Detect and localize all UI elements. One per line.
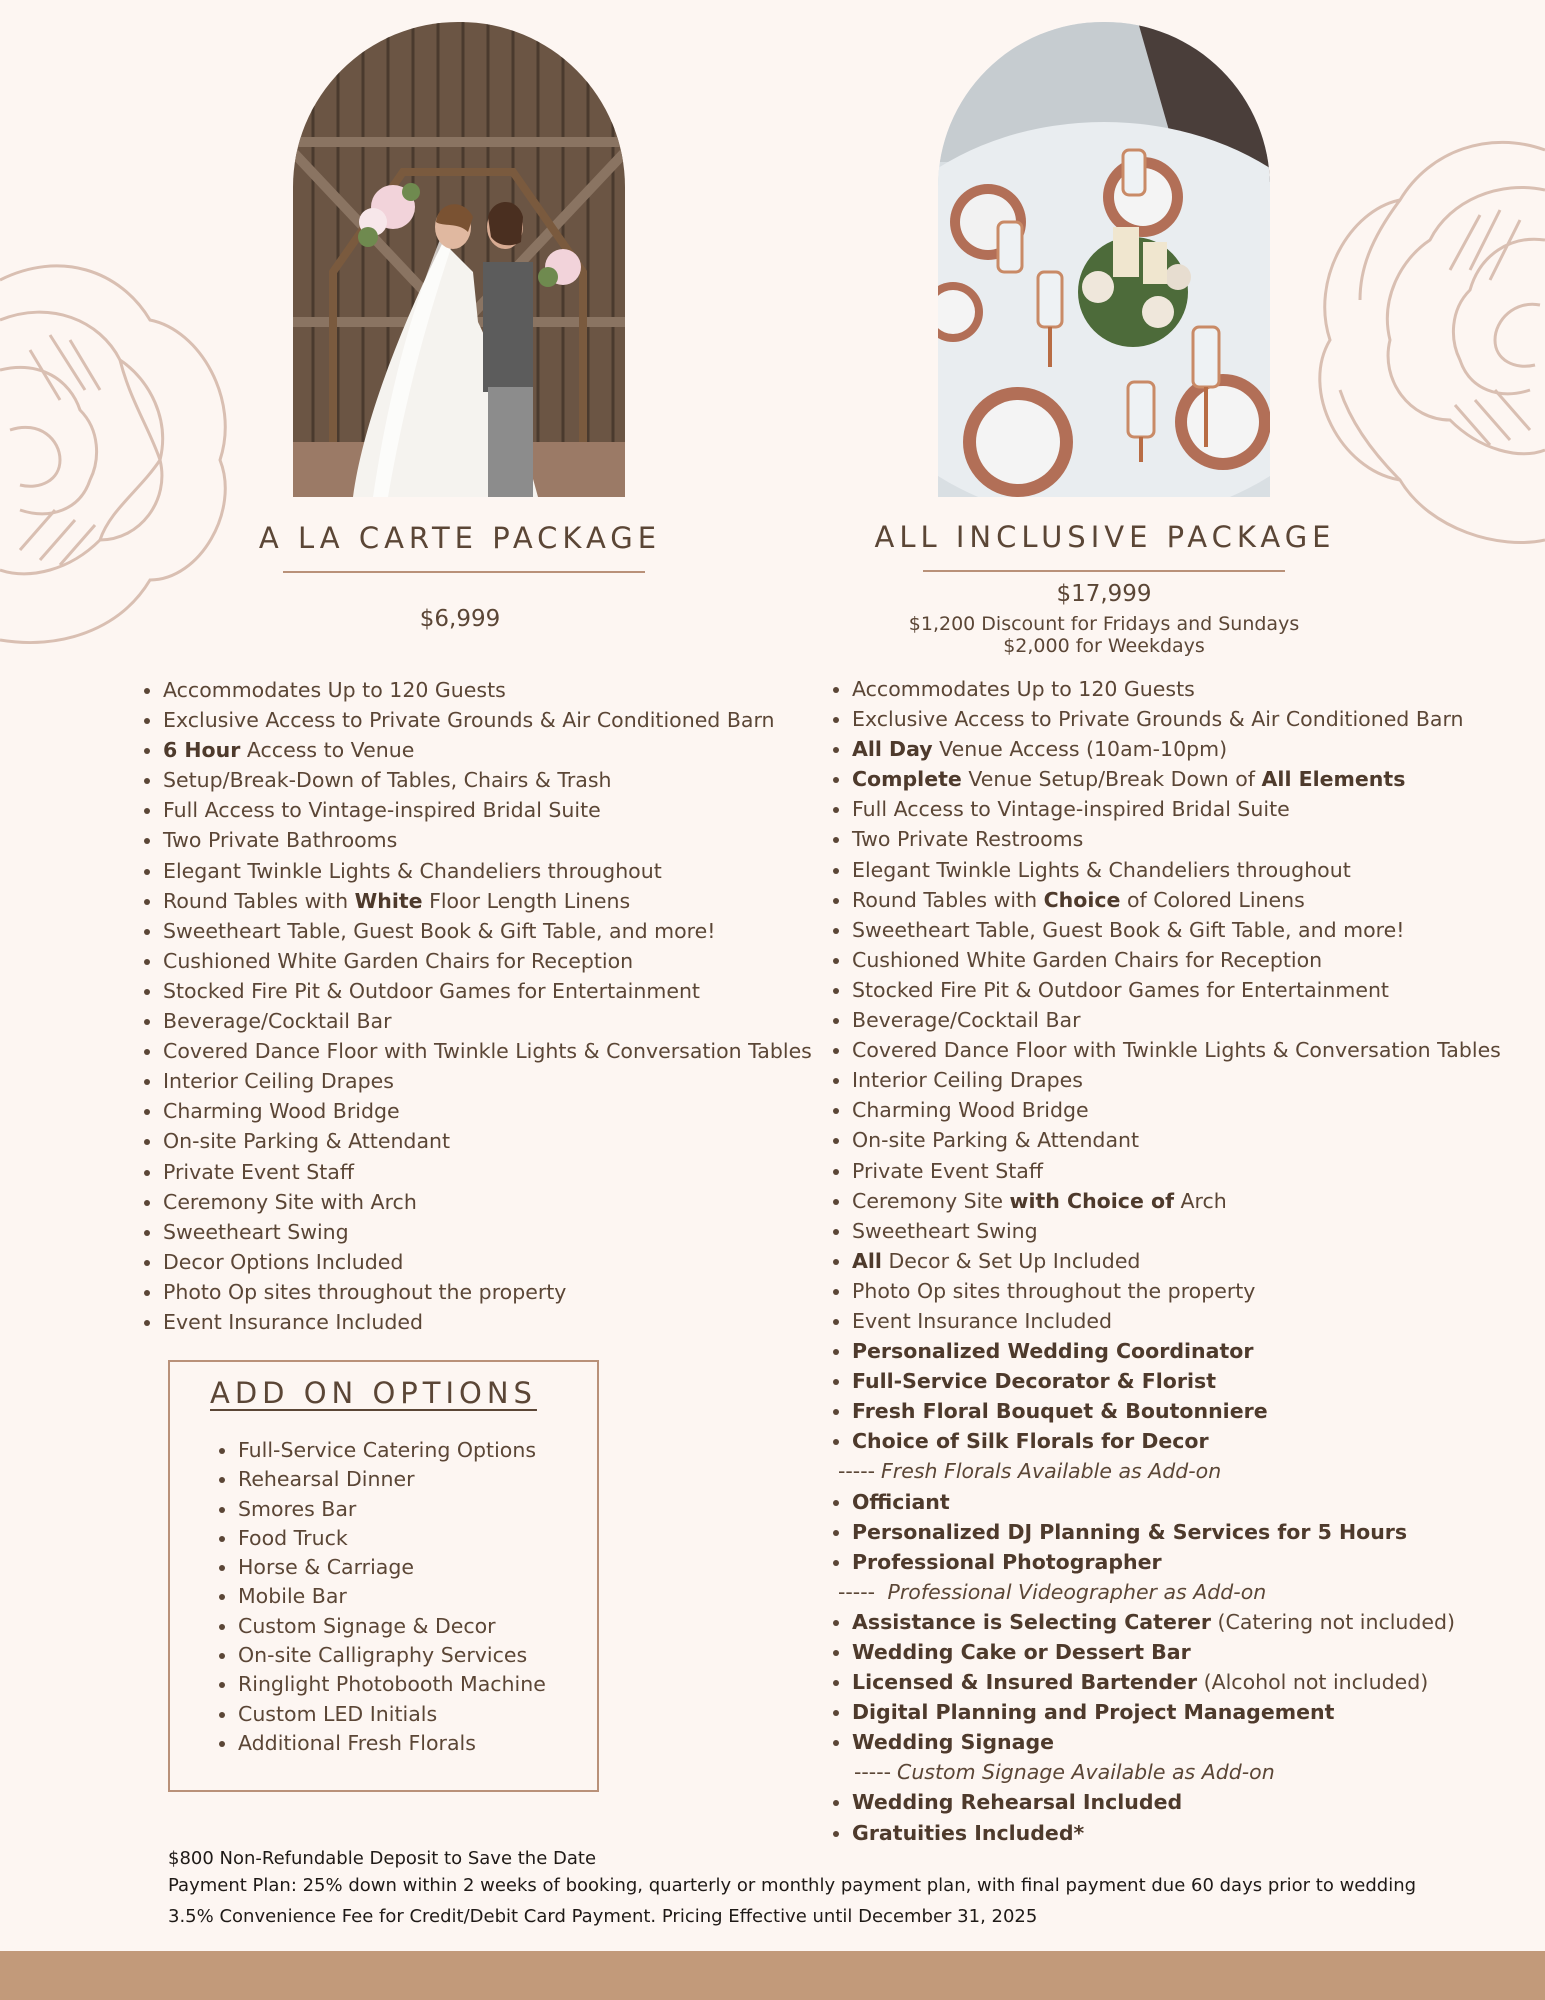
add-on-item: • Full-Service Catering Options: [238, 1436, 546, 1465]
item-text: Sweetheart Swing: [163, 1219, 349, 1244]
add-on-options-box: [168, 1360, 599, 1792]
all-inclusive-feature-item: [852, 1246, 1501, 1276]
a-la-carte-divider: [283, 571, 645, 573]
item-text: On-site Parking & Attendant: [163, 1129, 451, 1154]
a-la-carte-feature-item: [163, 1036, 812, 1066]
item-text: Exclusive Access to Private Grounds & Air Conditioned Barn: [852, 707, 1464, 732]
friday-sunday-discount: $1,200 Discount for Fridays and Sundays: [908, 613, 1300, 635]
item-text: Photo Op sites throughout the property: [852, 1278, 1256, 1303]
all-inclusive-feature-item: [852, 945, 1501, 975]
deposit-note: $800 Non-Refundable Deposit to Save the Date: [168, 1848, 597, 1869]
left-flower-decoration: [0, 250, 240, 650]
add-on-item: • Ringlight Photobooth Machine: [238, 1670, 546, 1699]
payment-plan-note: Payment Plan: 25% down within 2 weeks of booking, quarterly or monthly payment plan, with final payment due 60 days prior to wedding: [168, 1875, 1417, 1896]
highlight-text: Licensed & Insured Bartender: [852, 1670, 1198, 1695]
item-text: Venue Access (10am-10pm): [932, 737, 1228, 762]
highlight-text: All Elements: [1261, 767, 1406, 792]
add-on-item: • Custom Signage & Decor: [238, 1612, 546, 1641]
card-fee-note: 3.5% Convenience Fee for Credit/Debit Card Payment. Pricing Effective until December 31, 2025: [168, 1906, 1038, 1927]
item-text: Elegant Twinkle Lights & Chandeliers throughout: [163, 858, 662, 883]
item-text: of Colored Linens: [1120, 887, 1305, 912]
item-text: Private Event Staff: [852, 1158, 1043, 1183]
a-la-carte-feature-item: [163, 976, 812, 1006]
table-setting-photo: [938, 22, 1270, 497]
item-text: Two Private Restrooms: [852, 827, 1084, 852]
item-text: On-site Parking & Attendant: [852, 1128, 1140, 1153]
highlight-text: Choice of Silk Florals for Decor: [852, 1429, 1209, 1454]
all-inclusive-feature-item: [852, 1005, 1501, 1035]
item-text: Sweetheart Table, Guest Book & Gift Table, and more!: [163, 918, 716, 943]
a-la-carte-feature-item: [163, 916, 812, 946]
a-la-carte-feature-item: [163, 1157, 812, 1187]
item-text: Covered Dance Floor with Twinkle Lights & Conversation Tables: [852, 1038, 1501, 1063]
all-inclusive-features: [823, 674, 1501, 1848]
a-la-carte-feature-item: [163, 765, 812, 795]
add-on-item: • Additional Fresh Florals: [238, 1729, 546, 1758]
item-text: Private Event Staff: [163, 1159, 354, 1184]
all-inclusive-feature-item: [852, 1125, 1501, 1155]
a-la-carte-feature-item: [163, 856, 812, 886]
item-text: Event Insurance Included: [163, 1309, 423, 1334]
item-text: Photo Op sites throughout the property: [163, 1279, 567, 1304]
item-text: Beverage/Cocktail Bar: [852, 1008, 1081, 1033]
highlight-text: Assistance is Selecting Caterer: [852, 1609, 1211, 1634]
a-la-carte-price: $6,999: [419, 606, 501, 632]
all-inclusive-feature-item: [852, 1487, 1501, 1517]
item-text: Ceremony Site: [852, 1188, 1010, 1213]
all-inclusive-feature-item: [852, 1216, 1501, 1246]
all-inclusive-feature-item: [852, 1186, 1501, 1216]
a-la-carte-feature-item: [163, 705, 812, 735]
all-inclusive-feature-item: [852, 855, 1501, 885]
add-on-item: • Smores Bar: [238, 1495, 546, 1524]
highlight-text: White: [354, 888, 423, 913]
item-text: Beverage/Cocktail Bar: [163, 1009, 392, 1034]
note-text: Professional Videographer as Add-on: [881, 1579, 1267, 1604]
all-inclusive-feature-item: [852, 1607, 1501, 1637]
all-inclusive-feature-item: [852, 1095, 1501, 1125]
highlight-text: All: [852, 1248, 882, 1273]
a-la-carte-feature-item: [163, 1277, 812, 1307]
item-text: Covered Dance Floor with Twinkle Lights & Conversation Tables: [163, 1039, 812, 1064]
item-text: Full Access to Vintage-inspired Bridal Suite: [852, 797, 1290, 822]
all-inclusive-feature-item: [852, 1065, 1501, 1095]
item-text: Elegant Twinkle Lights & Chandeliers throughout: [852, 857, 1351, 882]
highlight-text: Fresh Floral Bouquet & Boutonniere: [852, 1399, 1268, 1424]
a-la-carte-feature-item: [163, 1006, 812, 1036]
add-on-item: • Horse & Carriage: [238, 1553, 546, 1582]
all-inclusive-feature-item: [852, 1156, 1501, 1186]
all-inclusive-feature-item: [852, 1547, 1501, 1577]
all-inclusive-feature-item: [852, 1366, 1501, 1396]
all-inclusive-feature-item: [852, 764, 1501, 794]
all-inclusive-feature-item: [852, 674, 1501, 704]
item-text: Two Private Bathrooms: [163, 828, 398, 853]
item-text: Charming Wood Bridge: [852, 1098, 1089, 1123]
item-text: (Catering not included): [1210, 1609, 1456, 1634]
all-inclusive-feature-note: [854, 1757, 1501, 1787]
a-la-carte-feature-item: [163, 675, 812, 705]
item-text: Exclusive Access to Private Grounds & Air Conditioned Barn: [163, 708, 775, 733]
a-la-carte-feature-item: [163, 1126, 812, 1156]
all-inclusive-feature-note: [838, 1577, 1501, 1607]
add-on-options-title: ADD ON OPTIONS: [210, 1376, 537, 1410]
all-inclusive-feature-item: [852, 885, 1501, 915]
item-text: Access to Venue: [240, 738, 415, 763]
all-inclusive-feature-item: [852, 1818, 1501, 1848]
highlight-text: Choice: [1043, 887, 1121, 912]
highlight-text: Wedding Rehearsal Included: [852, 1790, 1183, 1815]
all-inclusive-feature-item: [852, 734, 1501, 764]
all-inclusive-feature-item: [852, 704, 1501, 734]
all-inclusive-feature-item: [852, 1306, 1501, 1336]
item-text: Ceremony Site with Arch: [163, 1189, 417, 1214]
all-inclusive-feature-item: [852, 1637, 1501, 1667]
item-text: Decor & Set Up Included: [881, 1248, 1141, 1273]
item-text: Round Tables with: [163, 888, 355, 913]
item-text: Full Access to Vintage-inspired Bridal Suite: [163, 798, 601, 823]
highlight-text: All Day: [852, 737, 933, 762]
highlight-text: 6 Hour: [163, 738, 241, 763]
item-text: Accommodates Up to 120 Guests: [163, 678, 506, 702]
all-inclusive-price: $17,999: [1056, 581, 1152, 607]
a-la-carte-feature-item: [163, 1247, 812, 1277]
a-la-carte-feature-item: [163, 825, 812, 855]
highlight-text: Officiant: [852, 1489, 950, 1514]
a-la-carte-feature-item: [163, 946, 812, 976]
add-on-options-list: [210, 1436, 546, 1758]
add-on-item: • Food Truck: [238, 1524, 546, 1553]
add-on-item: • Custom LED Initials: [238, 1700, 546, 1729]
note-text: Fresh Florals Available as Add-on: [881, 1459, 1222, 1484]
all-inclusive-feature-item: [852, 1697, 1501, 1727]
item-text: Cushioned White Garden Chairs for Reception: [852, 947, 1323, 972]
item-text: Cushioned White Garden Chairs for Reception: [163, 948, 634, 973]
all-inclusive-feature-item: [852, 975, 1501, 1005]
item-text: Venue Setup/Break Down of: [961, 767, 1262, 792]
item-text: Interior Ceiling Drapes: [163, 1069, 394, 1094]
a-la-carte-feature-item: [163, 795, 812, 825]
item-text: (Alcohol not included): [1197, 1670, 1429, 1695]
all-inclusive-feature-item: [852, 1035, 1501, 1065]
item-text: Round Tables with: [852, 887, 1044, 912]
note-dash: -----: [838, 1579, 875, 1604]
highlight-text: Wedding Signage: [852, 1730, 1055, 1755]
all-inclusive-feature-item: [852, 1396, 1501, 1426]
item-text: Interior Ceiling Drapes: [852, 1068, 1083, 1093]
a-la-carte-feature-item: [163, 1217, 812, 1247]
right-flower-decoration: [1300, 130, 1545, 560]
item-text: Sweetheart Swing: [852, 1218, 1038, 1243]
highlight-text: Digital Planning and Project Management: [852, 1700, 1335, 1725]
item-text: Event Insurance Included: [852, 1308, 1112, 1333]
highlight-text: Personalized Wedding Coordinator: [852, 1339, 1254, 1364]
all-inclusive-feature-item: [852, 1667, 1501, 1697]
item-text: Decor Options Included: [163, 1249, 404, 1274]
all-inclusive-feature-note: [838, 1456, 1501, 1486]
a-la-carte-feature-item: [163, 735, 812, 765]
all-inclusive-title: ALL INCLUSIVE PACKAGE: [874, 520, 1336, 554]
couple-photo: [293, 22, 625, 497]
highlight-text: Personalized DJ Planning & Services for 5 Hours: [852, 1519, 1408, 1544]
all-inclusive-feature-item: [852, 1727, 1501, 1757]
all-inclusive-feature-item: [852, 1276, 1501, 1306]
item-text: Charming Wood Bridge: [163, 1099, 400, 1124]
highlight-text: Professional Photographer: [852, 1549, 1162, 1574]
item-text: Stocked Fire Pit & Outdoor Games for Entertainment: [852, 977, 1389, 1002]
item-text: Floor Length Linens: [422, 888, 631, 913]
a-la-carte-feature-item: [163, 1307, 812, 1337]
all-inclusive-feature-item: [852, 915, 1501, 945]
add-on-item: • On-site Calligraphy Services: [238, 1641, 546, 1670]
all-inclusive-feature-item: [852, 1787, 1501, 1817]
a-la-carte-feature-item: [163, 1096, 812, 1126]
all-inclusive-feature-item: [852, 794, 1501, 824]
all-inclusive-feature-item: [852, 1517, 1501, 1547]
a-la-carte-feature-item: [163, 1187, 812, 1217]
note-dash: -----: [854, 1760, 891, 1785]
note-text: Custom Signage Available as Add-on: [897, 1760, 1275, 1785]
highlight-text: Full-Service Decorator & Florist: [852, 1369, 1216, 1394]
all-inclusive-feature-item: [852, 1336, 1501, 1366]
a-la-carte-feature-item: [163, 886, 812, 916]
add-on-item: • Mobile Bar: [238, 1582, 546, 1611]
item-text: Accommodates Up to 120 Guests: [852, 677, 1195, 701]
item-text: Stocked Fire Pit & Outdoor Games for Entertainment: [163, 978, 700, 1003]
a-la-carte-features: [134, 675, 812, 1337]
weekday-discount: $2,000 for Weekdays: [1003, 635, 1205, 657]
highlight-text: Complete: [852, 767, 962, 792]
all-inclusive-feature-item: [852, 1426, 1501, 1456]
note-dash: -----: [838, 1459, 875, 1484]
item-text: Setup/Break-Down of Tables, Chairs & Trash: [163, 768, 612, 793]
all-inclusive-feature-item: [852, 824, 1501, 854]
a-la-carte-feature-item: [163, 1066, 812, 1096]
item-text: Arch: [1174, 1188, 1227, 1213]
add-on-item: • Rehearsal Dinner: [238, 1465, 546, 1494]
all-inclusive-divider: [923, 570, 1285, 572]
highlight-text: with Choice of: [1009, 1188, 1174, 1213]
a-la-carte-title: A LA CARTE PACKAGE: [258, 521, 662, 555]
highlight-text: Gratuities Included*: [852, 1820, 1085, 1845]
highlight-text: Wedding Cake or Dessert Bar: [852, 1640, 1191, 1664]
bottom-color-bar: [0, 1951, 1545, 2000]
item-text: Sweetheart Table, Guest Book & Gift Table, and more!: [852, 917, 1405, 942]
